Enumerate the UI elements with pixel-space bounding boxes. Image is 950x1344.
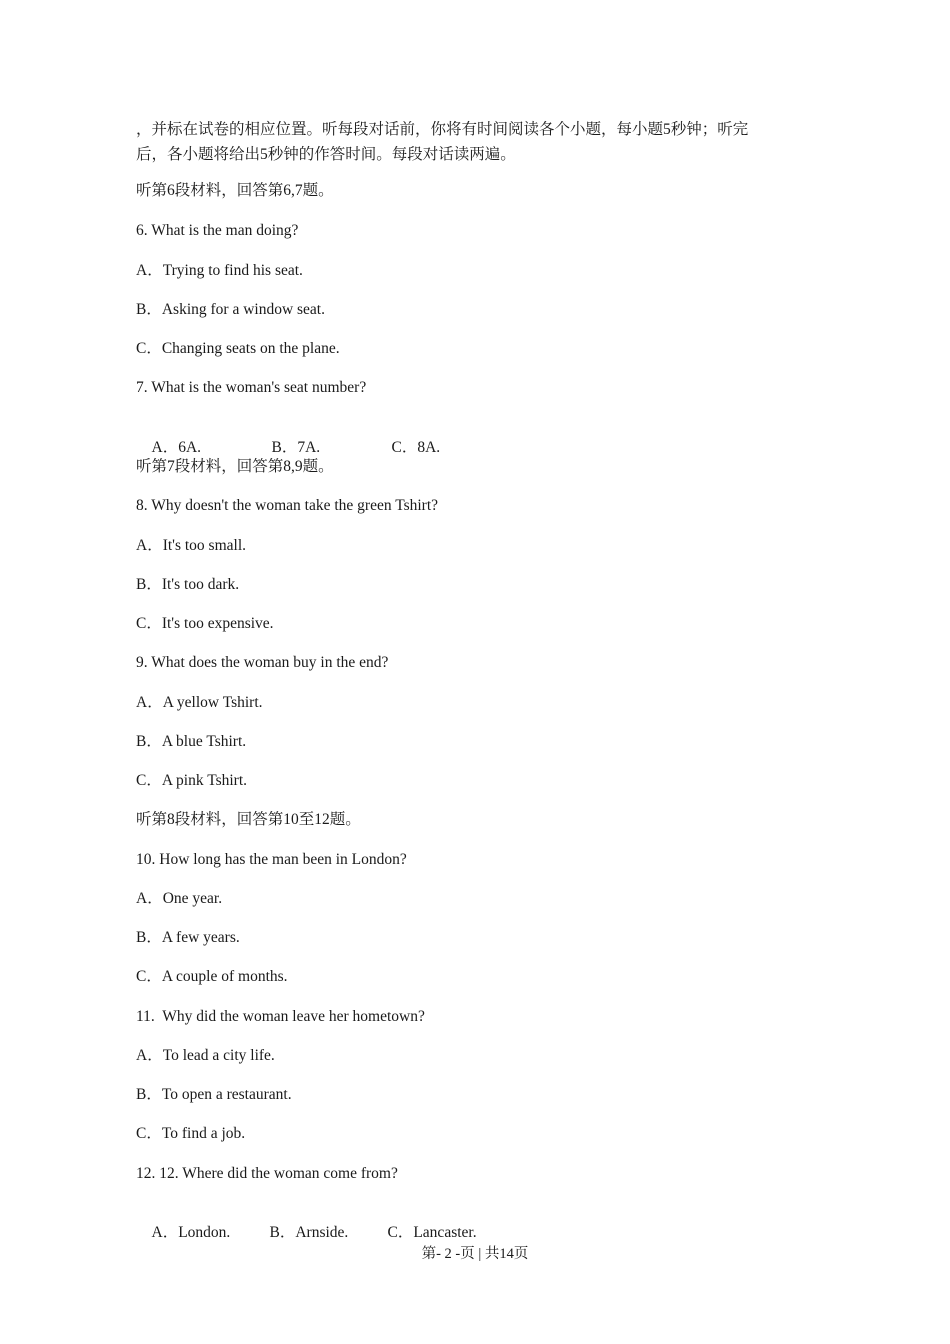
question-6-option-b: B．Asking for a window seat. [136,301,325,318]
question-12-option-c: C．Lancaster. [387,1224,477,1241]
question-10: 10. How long has the man been in London? [136,851,407,868]
question-11-option-b: B．To open a restaurant. [136,1086,292,1103]
question-6-option-c: C．Changing seats on the plane. [136,340,340,357]
question-10-option-c: C．A couple of months. [136,968,288,985]
question-7-option-b: B．7A. [271,439,321,456]
question-11-option-c: C．To find a job. [136,1125,246,1142]
question-9-option-a: A．A yellow Tshirt. [136,694,263,711]
section-6-heading: 听第6段材料，回答第6,7题。 [136,182,334,199]
question-8: 8. Why doesn't the woman take the green Tshirt? [136,497,439,514]
question-10-option-a: A．One year. [136,890,223,907]
section-7-heading: 听第7段材料，回答第8,9题。 [136,458,334,475]
question-8-option-a: A．It's too small. [136,537,246,554]
question-11: 11. Why did the woman leave her hometown? [136,1008,425,1025]
question-7-option-a: A．6A. [151,439,202,456]
question-9-option-b: B．A blue Tshirt. [136,733,247,750]
instructions-line-2: 后，各小题将给出5秒钟的作答时间。每段对话读两遍。 [136,146,516,163]
question-9: 9. What does the woman buy in the end? [136,654,389,671]
question-6-option-a: A．Trying to find his seat. [136,262,303,279]
question-7-option-c: C．8A. [391,439,441,456]
question-12: 12. 12. Where did the woman come from? [136,1165,398,1182]
page-footer: 第- 2 -页 | 共14页 [421,1246,529,1262]
question-12-option-b: B．Arnside. [269,1224,349,1241]
question-9-option-c: C．A pink Tshirt. [136,772,248,789]
question-12-option-a: A．London. [151,1224,231,1241]
instructions-paragraph [136,117,804,167]
section-8-heading: 听第8段材料，回答第10至12题。 [136,811,361,828]
question-11-option-a: A．To lead a city life. [136,1047,275,1064]
question-7: 7. What is the woman's seat number? [136,379,367,396]
instructions-line-1: ，并标在试卷的相应位置。听每段对话前，你将有时间阅读各个小题，每小题5秒钟；听完 [136,121,749,138]
question-10-option-b: B．A few years. [136,929,240,946]
question-8-option-c: C．It's too expensive. [136,615,274,632]
question-8-option-b: B．It's too dark. [136,576,240,593]
question-6: 6. What is the man doing? [136,222,299,239]
